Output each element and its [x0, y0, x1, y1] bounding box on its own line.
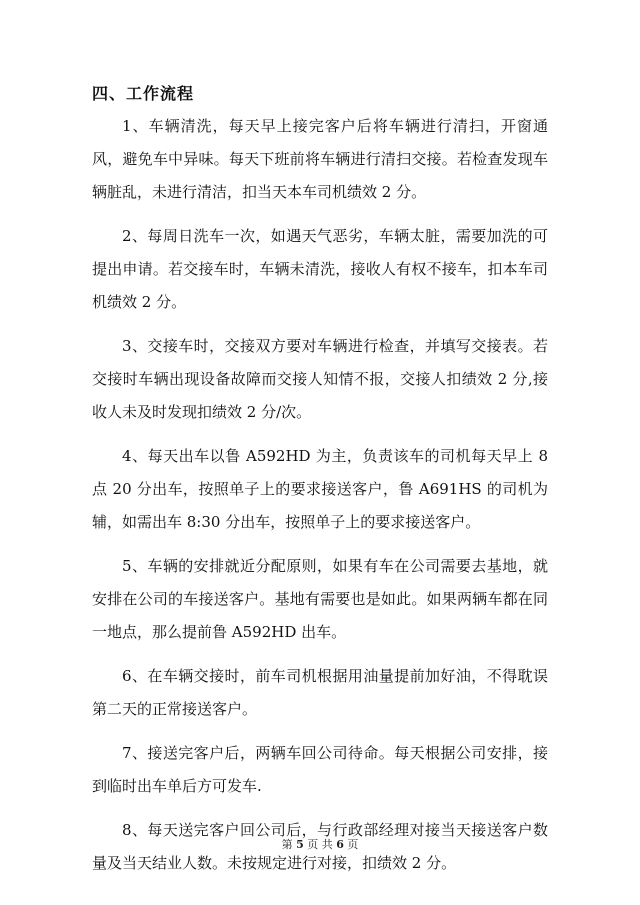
current-page-number: 5 — [296, 838, 304, 851]
workflow-content — [92, 110, 548, 891]
section-heading: 四、工作流程 — [92, 84, 195, 103]
paragraph-daily-dispatch: 4、每天出车以鲁 A592HD 为主，负责该车的司机每天早上 8 点 20 分出车，按照单子上的要求接送客户，鲁 A691HS 的司机为辅，如需出车 8:30 分出车，按照单子上的要求接送客户。 — [92, 447, 548, 531]
total-pages-number: 6 — [336, 838, 344, 851]
paragraph-refueling: 6、在车辆交接时，前车司机根据用油量提前加好油，不得耽误第二天的正常接送客户。 — [92, 667, 548, 718]
paragraph-vehicle-cleaning: 1、车辆清洗，每天早上接完客户后将车辆进行清扫，开窗通风，避免车中异味。每天下班前将车辆进行清扫交接。若检查发现车辆脏乱，未进行清洁，扣当天本车司机绩效 2 分。 — [92, 117, 548, 201]
page-footer — [0, 838, 640, 852]
footer-middle: 页 共 — [307, 838, 333, 851]
paragraph-standby: 7、接送完客户后，两辆车回公司待命。每天根据公司安排，接到临时出车单后方可发车. — [92, 744, 548, 795]
paragraph-daily-report: 8、每天送完客户回公司后，与行政部经理对接当天接送客户数量及当天结业人数。未按规定进行对接，扣绩效 2 分。 — [92, 821, 548, 872]
paragraph-weekly-wash: 2、每周日洗车一次，如遇天气恶劣，车辆太脏，需要加洗的可提出申请。若交接车时，车辆未清洗，接收人有权不接车，扣本车司机绩效 2 分。 — [92, 227, 548, 311]
paragraph-handover-inspection: 3、交接车时，交接双方要对车辆进行检查，并填写交接表。若交接时车辆出现设备故障而交接人知情不报，交接人扣绩效 2 分,接收人未及时发现扣绩效 2 分/次。 — [92, 337, 548, 421]
footer-suffix: 页 — [347, 838, 359, 851]
footer-prefix: 第 — [281, 838, 293, 851]
paragraph-vehicle-allocation: 5、车辆的安排就近分配原则，如果有车在公司需要去基地，就安排在公司的车接送客户。基地有需要也是如此。如果两辆车都在同一地点，那么提前鲁 A592HD 出车。 — [92, 557, 548, 641]
